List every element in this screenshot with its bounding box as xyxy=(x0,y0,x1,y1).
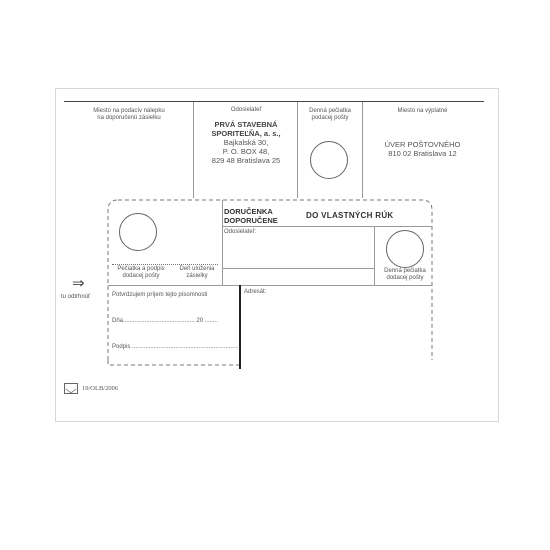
card-title xyxy=(224,207,278,225)
sender-address-2: P. O. BOX 48, xyxy=(222,147,270,156)
card-sender-label: Odosielateľ: xyxy=(224,229,257,235)
posting-label-line2: na doporučenú zásielku xyxy=(97,115,161,121)
top-divider-1 xyxy=(193,102,194,198)
signature-field[interactable]: Podpis ................................................................. xyxy=(112,344,241,350)
delivery-stamp-line2: dodacej pošty xyxy=(122,273,160,279)
card-title-right: DO VLASTNÝCH RÚK xyxy=(306,211,394,220)
delivery-dotted-line xyxy=(112,264,218,265)
card-title-line1: DORUČENKA xyxy=(224,207,273,216)
sender-name-1: PRVÁ STAVEBNÁ xyxy=(214,120,278,129)
sender-address-3: 829 48 Bratislava 25 xyxy=(211,156,281,165)
day-field[interactable]: Dňa........................................... 20 ........ xyxy=(112,318,219,324)
delivery-stamp-line1: Pečiatka a podpis xyxy=(117,266,165,272)
storage-date-label xyxy=(174,266,220,280)
sender-name-2: SPORITEĽŇA, a. s., xyxy=(211,129,281,138)
delivery-stamp-label xyxy=(108,266,174,280)
card-sender-rule xyxy=(222,268,374,269)
postage-label: Miesto na výplatné xyxy=(397,108,448,114)
postage-line-2: 810 02 Bratislava 12 xyxy=(388,149,457,158)
delivery-stamp-circle xyxy=(119,213,157,251)
card-middle-rule xyxy=(108,285,432,286)
postage-block xyxy=(365,140,480,158)
posting-label-line1: Miesto na podacív nálepku xyxy=(93,108,165,114)
addressee-label: Adresát: xyxy=(244,289,267,295)
sender-address-1: Bajkalská 30, xyxy=(223,138,269,147)
posting-stamp-circle xyxy=(310,141,348,179)
post-logo-icon xyxy=(64,383,78,394)
form-code: 19/OLB/2006 xyxy=(82,385,119,392)
posting-label-area xyxy=(68,108,190,122)
posting-stamp-label xyxy=(299,108,361,122)
tear-off-label: tu odtrhnúť xyxy=(61,294,91,300)
postage-line-1: ÚVER POŠTOVNÉHO xyxy=(384,140,461,149)
posting-stamp-line1: Denná pečiatka xyxy=(309,108,351,114)
daily-stamp-circle xyxy=(386,230,424,268)
confirm-text: Potvrdzujem príjem tejto písomnosti xyxy=(112,292,208,298)
tear-arrow-icon: ⇒ xyxy=(72,275,85,292)
top-rule xyxy=(64,101,484,102)
card-title-rule xyxy=(222,226,432,227)
card-addressee-divider xyxy=(239,285,241,369)
daily-stamp-line2: dodacej pošty xyxy=(386,275,424,281)
card-divider-right xyxy=(374,226,375,286)
card-title-line2: DOPORUČENE xyxy=(224,216,278,225)
posting-stamp-line2: podacej pošty xyxy=(311,115,349,121)
top-divider-2 xyxy=(297,102,298,198)
storage-date-line2: zásielky xyxy=(186,273,208,279)
sender-block xyxy=(196,107,296,165)
storage-date-line1: Deň uloženia xyxy=(179,266,215,272)
daily-stamp-label xyxy=(376,268,434,282)
card-divider-left xyxy=(222,200,223,286)
sender-label: Odosielateľ xyxy=(230,107,262,113)
daily-stamp-line1: Denná pečiatka xyxy=(384,268,426,274)
top-divider-3 xyxy=(362,102,363,198)
